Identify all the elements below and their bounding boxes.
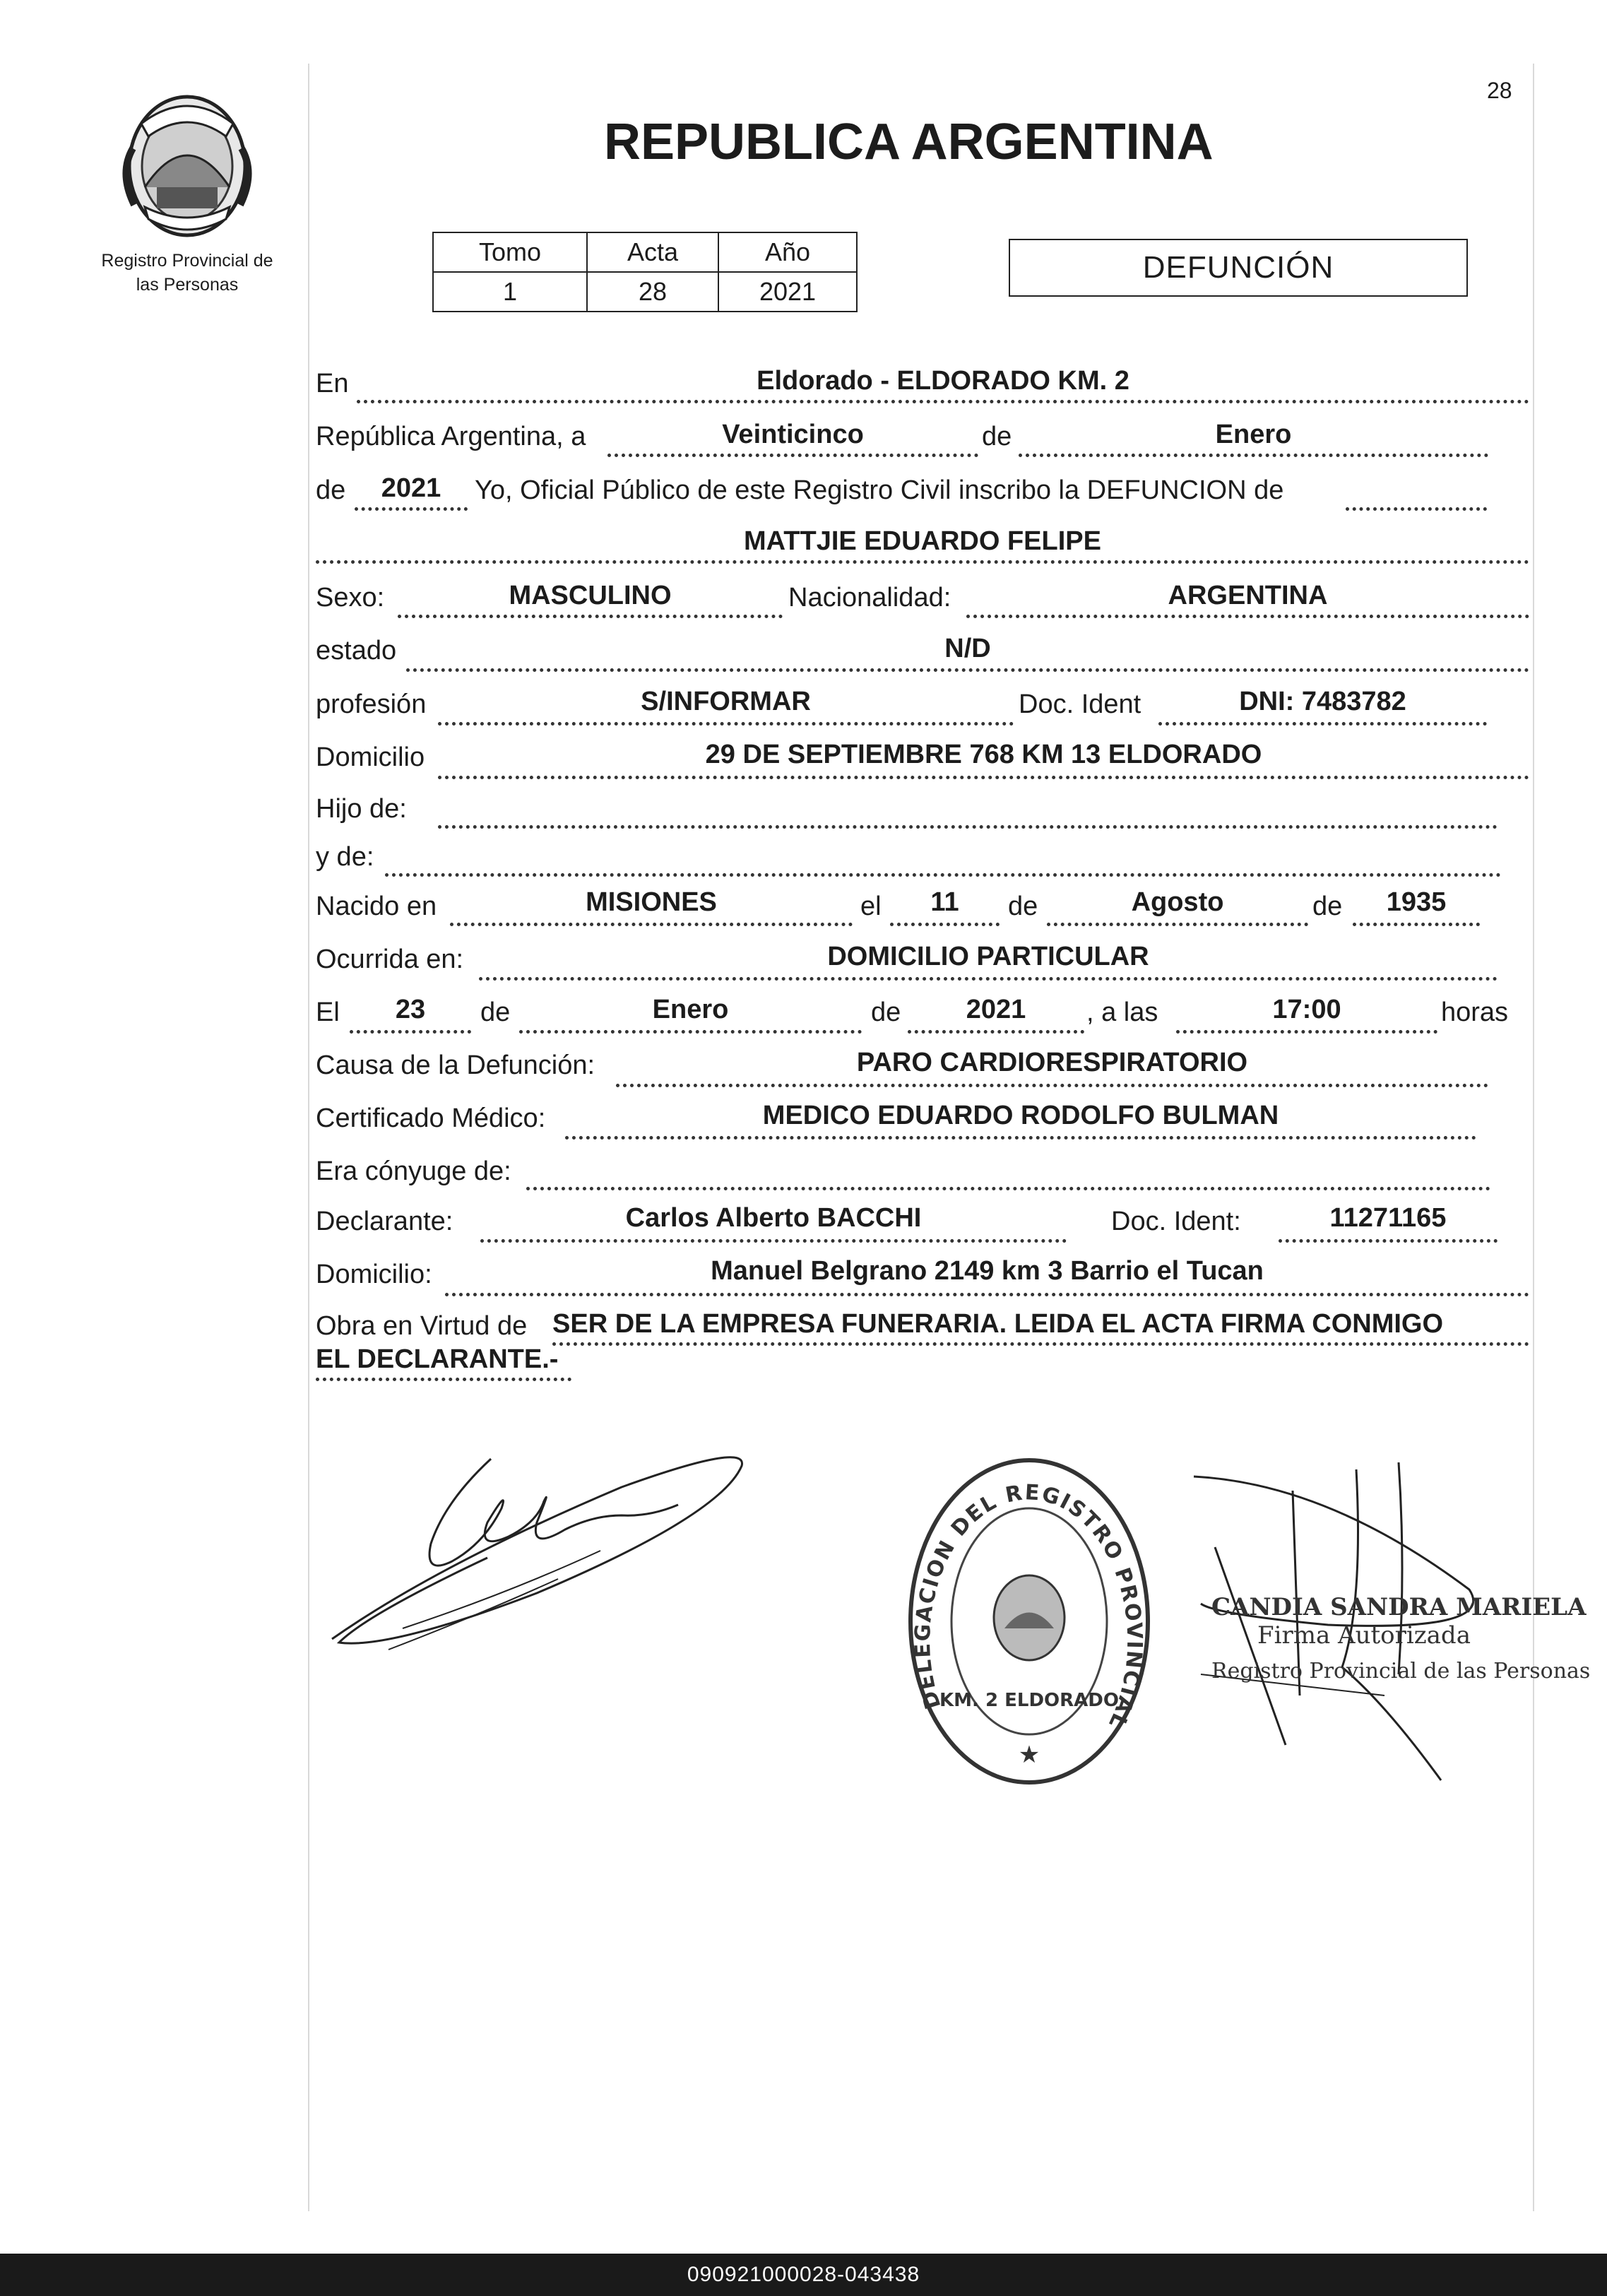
declarante-doc-value: 11271165 [1329, 1203, 1447, 1233]
label-de-def-mes: de [480, 998, 511, 1027]
dotted-line-nac-mes [1047, 923, 1308, 926]
dotted-line-def-dia [350, 1030, 471, 1034]
label-certificado: Certificado Médico: [316, 1103, 546, 1133]
acta-header: Acta [587, 232, 718, 272]
dotted-line-hijo-de [438, 825, 1498, 829]
label-declarante: Declarante: [316, 1207, 453, 1236]
official-role: Firma Autorizada [1257, 1621, 1471, 1650]
logo-caption [78, 249, 297, 297]
dotted-line-documento [1158, 722, 1487, 726]
dotted-line-y-de [385, 873, 1501, 877]
anio-value: 2021 [381, 473, 441, 503]
official-name: CANDIA SANDRA MARIELA [1211, 1593, 1587, 1621]
nac-dia-value: 11 [930, 887, 959, 917]
label-hijo-de: Hijo de: [316, 794, 407, 824]
label-estado: estado [316, 636, 397, 665]
dotted-line-obra2 [316, 1378, 571, 1381]
label-horas: horas [1441, 998, 1509, 1027]
label-nacido-en: Nacido en [316, 892, 437, 921]
dotted-line-nacionalidad [966, 615, 1529, 618]
logo-caption-line1: Registro Provincial de [101, 251, 273, 271]
nacido-en-value: MISIONES [586, 887, 717, 917]
label-doc-ident-declarante: Doc. Ident: [1111, 1207, 1241, 1236]
dotted-line-estado [406, 668, 1529, 672]
label-domicilio: Domicilio [316, 742, 425, 772]
dotted-line-nombre [316, 560, 1529, 564]
def-anio-value: 2021 [966, 995, 1026, 1024]
label-de-mes: de [982, 422, 1012, 451]
act-type-box: DEFUNCIÓN [1009, 239, 1468, 297]
certificado-value: MEDICO EDUARDO RODOLFO BULMAN [762, 1101, 1279, 1130]
dotted-line-profesion [438, 722, 1014, 726]
label-de-def-anio: de [871, 998, 901, 1027]
dotted-line-declarante-doc [1279, 1239, 1498, 1243]
def-mes-value: Enero [652, 995, 729, 1024]
label-de-nac-anio: de [1312, 892, 1343, 921]
fallecido-nombre-value: MATTJIE EDUARDO FELIPE [744, 526, 1101, 556]
dotted-line-declarante-domicilio [445, 1293, 1529, 1296]
acta-value: 28 [587, 272, 718, 312]
label-doc-ident: Doc. Ident [1019, 690, 1141, 719]
label-nacionalidad: Nacionalidad: [788, 583, 951, 613]
nac-mes-value: Agosto [1131, 887, 1224, 917]
document-footer-code: 090921000028-043438 [0, 2254, 1607, 2296]
dotted-line-dia [607, 454, 978, 457]
causa-value: PARO CARDIORESPIRATORIO [856, 1048, 1248, 1077]
dotted-line-nacido-en [450, 923, 853, 926]
official-office: Registro Provincial de las Personas [1211, 1659, 1591, 1683]
documento-value: DNI: 7483782 [1239, 687, 1406, 716]
label-de-nac-mes: de [1008, 892, 1038, 921]
page-number: 28 [1487, 78, 1512, 103]
dotted-line-mes [1019, 454, 1488, 457]
label-de-anio: de [316, 475, 346, 505]
label-yo-text: Yo, Oficial Público de este Registro Civil inscribo la DEFUNCION de [475, 475, 1284, 505]
label-obra: Obra en Virtud de [316, 1311, 528, 1341]
ocurrida-en-value: DOMICILIO PARTICULAR [827, 942, 1149, 971]
nac-anio-value: 1935 [1386, 887, 1447, 917]
reference-header-row [433, 232, 857, 272]
dotted-line-declarante [480, 1239, 1067, 1243]
label-el-nacimiento: el [860, 892, 882, 921]
declarante-value: Carlos Alberto BACCHI [625, 1203, 922, 1233]
domicilio-value: 29 DE SEPTIEMBRE 768 KM 13 ELDORADO [705, 740, 1262, 769]
label-sexo: Sexo: [316, 583, 385, 613]
label-republica: República Argentina, a [316, 422, 586, 451]
dotted-line-lugar [357, 400, 1529, 403]
obra-line2-value: EL DECLARANTE.- [316, 1344, 559, 1374]
nacionalidad-value: ARGENTINA [1168, 581, 1328, 610]
logo-caption-line2: las Personas [136, 275, 239, 295]
dotted-line-hora [1176, 1030, 1437, 1034]
label-a-las: , a las [1086, 998, 1158, 1027]
anio-value: 2021 [718, 272, 857, 312]
reference-value-row [433, 272, 857, 312]
dotted-line-yo [1346, 507, 1487, 511]
declarante-signature [325, 1438, 763, 1664]
page-title: REPUBLICA ARGENTINA [604, 114, 1214, 170]
dotted-line-domicilio [438, 776, 1529, 779]
label-domicilio-declarante: Domicilio: [316, 1260, 432, 1289]
label-conyuge: Era cónyuge de: [316, 1156, 511, 1186]
mes-value: Enero [1215, 420, 1292, 449]
dotted-line-def-mes [519, 1030, 862, 1034]
sexo-value: MASCULINO [509, 581, 672, 610]
dotted-line-nac-dia [890, 923, 1000, 926]
stamp-ring-text: DELEGACION DEL REGISTRO PROVINCIAL [910, 1480, 1147, 1734]
stamp-star-icon: ★ [1018, 1741, 1040, 1768]
misiones-seal-logo [113, 81, 261, 244]
dotted-line-nac-anio [1353, 923, 1480, 926]
profesion-value: S/INFORMAR [641, 687, 811, 716]
label-en: En [316, 369, 349, 398]
registry-oval-stamp [899, 1452, 1160, 1791]
right-margin-rule [1533, 64, 1534, 2211]
label-ocurrida-en: Ocurrida en: [316, 945, 464, 974]
def-dia-value: 23 [395, 995, 426, 1024]
dotted-line-anio [355, 507, 468, 511]
left-margin-rule [308, 64, 309, 2211]
declarante-domicilio-value: Manuel Belgrano 2149 km 3 Barrio el Tucan [711, 1256, 1264, 1286]
tomo-value: 1 [433, 272, 587, 312]
tomo-header: Tomo [433, 232, 587, 272]
dotted-line-obra1 [552, 1342, 1529, 1346]
anio-header: Año [718, 232, 857, 272]
dotted-line-sexo [398, 615, 783, 618]
lugar-value: Eldorado - ELDORADO KM. 2 [757, 366, 1129, 396]
estado-value: N/D [944, 634, 991, 663]
label-el-defuncion: El [316, 998, 340, 1027]
reference-table [432, 232, 858, 312]
dotted-line-ocurrida [479, 977, 1498, 981]
label-causa: Causa de la Defunción: [316, 1051, 595, 1080]
obra-line1-value: SER DE LA EMPRESA FUNERARIA. LEIDA EL ACTA FIRMA CONMIGO [552, 1309, 1444, 1339]
dia-letras-value: Veinticinco [722, 420, 864, 449]
label-profesion: profesión [316, 690, 427, 719]
def-hora-value: 17:00 [1272, 995, 1341, 1024]
stamp-inner-text: KM. 2 ELDORADO [939, 1690, 1119, 1711]
dotted-line-certificado [565, 1136, 1476, 1140]
dotted-line-def-anio [908, 1030, 1084, 1034]
dotted-line-conyuge [526, 1187, 1490, 1190]
label-y-de: y de: [316, 842, 374, 872]
dotted-line-causa [616, 1084, 1488, 1087]
